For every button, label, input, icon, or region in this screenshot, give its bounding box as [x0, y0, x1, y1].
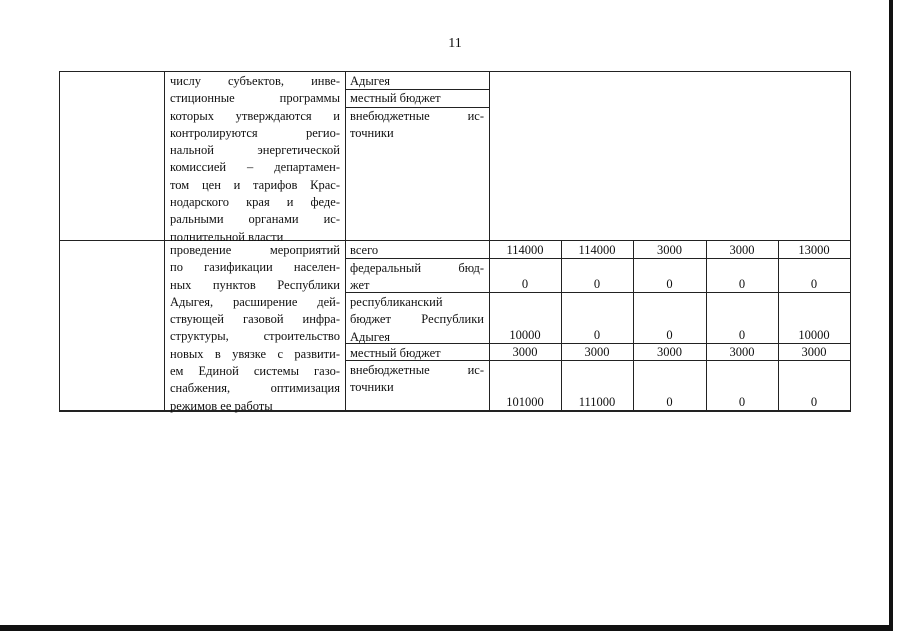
description-line: новых в увязке с развити- — [170, 346, 340, 361]
funding-source-line: местный бюджет — [350, 91, 441, 105]
page-border-right — [889, 0, 893, 626]
value-cell: 13000 — [798, 243, 830, 257]
value-cell: 114000 — [506, 243, 544, 257]
value-cell: 0 — [738, 277, 746, 291]
table-top-border — [59, 71, 850, 72]
funding-source-line: федеральный бюд- — [350, 261, 484, 275]
description-line: структуры, строительство — [170, 329, 340, 344]
funding-source-cell — [350, 108, 484, 143]
value-cell: 0 — [593, 328, 601, 342]
value-cell: 3000 — [729, 243, 755, 257]
funding-source-line: бюджет Республики — [350, 312, 484, 327]
description-line: нодарского края и феде- — [170, 195, 340, 210]
description-line: числу субъектов, инве- — [170, 74, 340, 88]
value-cell: 101000 — [506, 395, 544, 409]
description-line: ем Единой системы газо- — [170, 364, 340, 379]
value-cell: 0 — [810, 277, 818, 291]
value-cell: 0 — [738, 328, 746, 342]
block2-description — [170, 242, 340, 415]
funding-source-line: Адыгея — [350, 74, 391, 88]
value-cell: 10000 — [509, 328, 541, 342]
funding-source-line: всего — [350, 243, 379, 257]
funding-source-cell — [350, 73, 484, 90]
value-cell: 0 — [521, 277, 529, 291]
description-line: по газификации населен- — [170, 260, 340, 275]
funding-source-cell — [350, 242, 484, 259]
description-line: которых утверждаются и — [170, 108, 340, 123]
column-divider — [561, 240, 562, 412]
description-line: ных пунктов Республики — [170, 277, 340, 292]
table-left-border — [59, 71, 60, 412]
funding-source-cell — [350, 362, 484, 397]
page-number: 11 — [448, 36, 462, 51]
funding-source-cell — [350, 90, 484, 107]
value-cell: 111000 — [578, 395, 616, 409]
funding-source-line: точники — [350, 126, 394, 141]
description-line: режимов ее работы — [170, 398, 273, 413]
description-line: снабжения, оптимизация — [170, 381, 340, 396]
column-divider — [164, 71, 165, 412]
value-cell: 3000 — [729, 345, 755, 359]
value-cell: 114000 — [578, 243, 616, 257]
description-line: контролируются регио- — [170, 125, 340, 140]
funding-source-line: внебюджетные ис- — [350, 109, 484, 123]
table-right-border — [850, 71, 851, 412]
funding-source-line: внебюджетные ис- — [350, 363, 484, 377]
description-line: проведение мероприятий — [170, 243, 340, 257]
description-line: Адыгея, расширение дей- — [170, 294, 340, 309]
value-cell: 0 — [810, 395, 818, 409]
description-line: ствующей газовой инфра- — [170, 312, 340, 327]
value-cell: 10000 — [798, 328, 830, 342]
value-cell: 3000 — [657, 345, 682, 359]
value-cell: 3000 — [801, 345, 827, 359]
funding-source-line: точники — [350, 380, 394, 395]
funding-source-line: Адыгея — [350, 329, 391, 344]
column-divider — [345, 71, 346, 412]
column-divider — [706, 240, 707, 412]
page-border-bottom — [0, 625, 893, 631]
value-cell: 0 — [666, 328, 673, 342]
value-cell: 3000 — [584, 345, 610, 359]
description-line: комиссией – департамен- — [170, 160, 340, 175]
value-cell: 0 — [738, 395, 746, 409]
value-cell: 3000 — [512, 345, 538, 359]
description-line: ральными органами ис- — [170, 212, 340, 227]
funding-source-line: жет — [350, 278, 370, 293]
value-cell: 0 — [666, 395, 673, 409]
description-line: том цен и тарифов Крас- — [170, 177, 340, 192]
funding-source-line: местный бюджет — [350, 346, 441, 360]
funding-source-line: республиканский — [350, 295, 443, 309]
value-cell: 0 — [666, 277, 673, 291]
description-line: полнительной власти — [170, 229, 284, 244]
column-divider — [489, 71, 490, 412]
block1-description — [170, 73, 340, 246]
value-cell: 0 — [593, 277, 601, 291]
value-cell: 3000 — [657, 243, 682, 257]
description-line: стиционные программы — [170, 91, 340, 106]
funding-source-cell — [350, 294, 484, 346]
funding-source-cell — [350, 260, 484, 295]
column-divider — [633, 240, 634, 412]
column-divider — [778, 240, 779, 412]
funding-source-cell — [350, 345, 484, 362]
description-line: нальной энергетической — [170, 143, 340, 158]
